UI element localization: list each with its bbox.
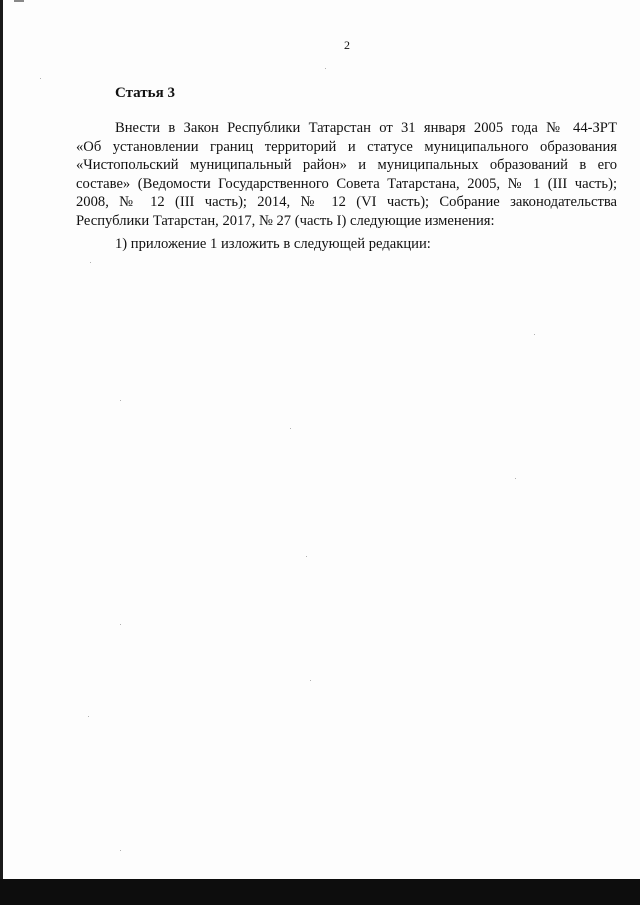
article-paragraph [76, 119, 617, 231]
scan-speck [310, 680, 311, 681]
scan-speck [40, 78, 41, 79]
scan-speck [120, 624, 121, 625]
paragraph-line: «Чистопольский муниципальный район» и муниципальных образований в его [76, 157, 617, 174]
scan-speck [120, 850, 121, 851]
paragraph-line: Республики Татарстан, 2017, № 27 (часть I) следующие изменения: [76, 212, 495, 229]
scan-corner-mark [14, 0, 24, 2]
scan-speck [120, 400, 121, 401]
list-item-1: 1) приложение 1 изложить в следующей редакции: [115, 236, 431, 252]
paragraph-line: «Об установлении границ территорий и статусе муниципального образования [76, 138, 617, 155]
scan-bottom-bar [0, 879, 640, 905]
page-number: 2 [344, 38, 350, 52]
paragraph-line: Внести в Закон Республики Татарстан от 31 января 2005 года № 44-ЗРТ [115, 120, 617, 136]
scan-speck [534, 334, 535, 335]
paragraph-line: составе» (Ведомости Государственного Совета Татарстана, 2005, № 1 (III часть); [76, 175, 617, 192]
article-title: Статья 3 [115, 85, 175, 101]
scan-speck [325, 68, 326, 69]
scan-speck [88, 716, 89, 717]
scan-speck [306, 556, 307, 557]
scan-speck [290, 428, 291, 429]
scan-speck [90, 262, 91, 263]
paragraph-line: 2008, № 12 (III часть); 2014, № 12 (VI часть); Собрание законодательства [76, 194, 617, 211]
scan-left-edge [0, 0, 3, 905]
scan-speck [515, 478, 516, 479]
